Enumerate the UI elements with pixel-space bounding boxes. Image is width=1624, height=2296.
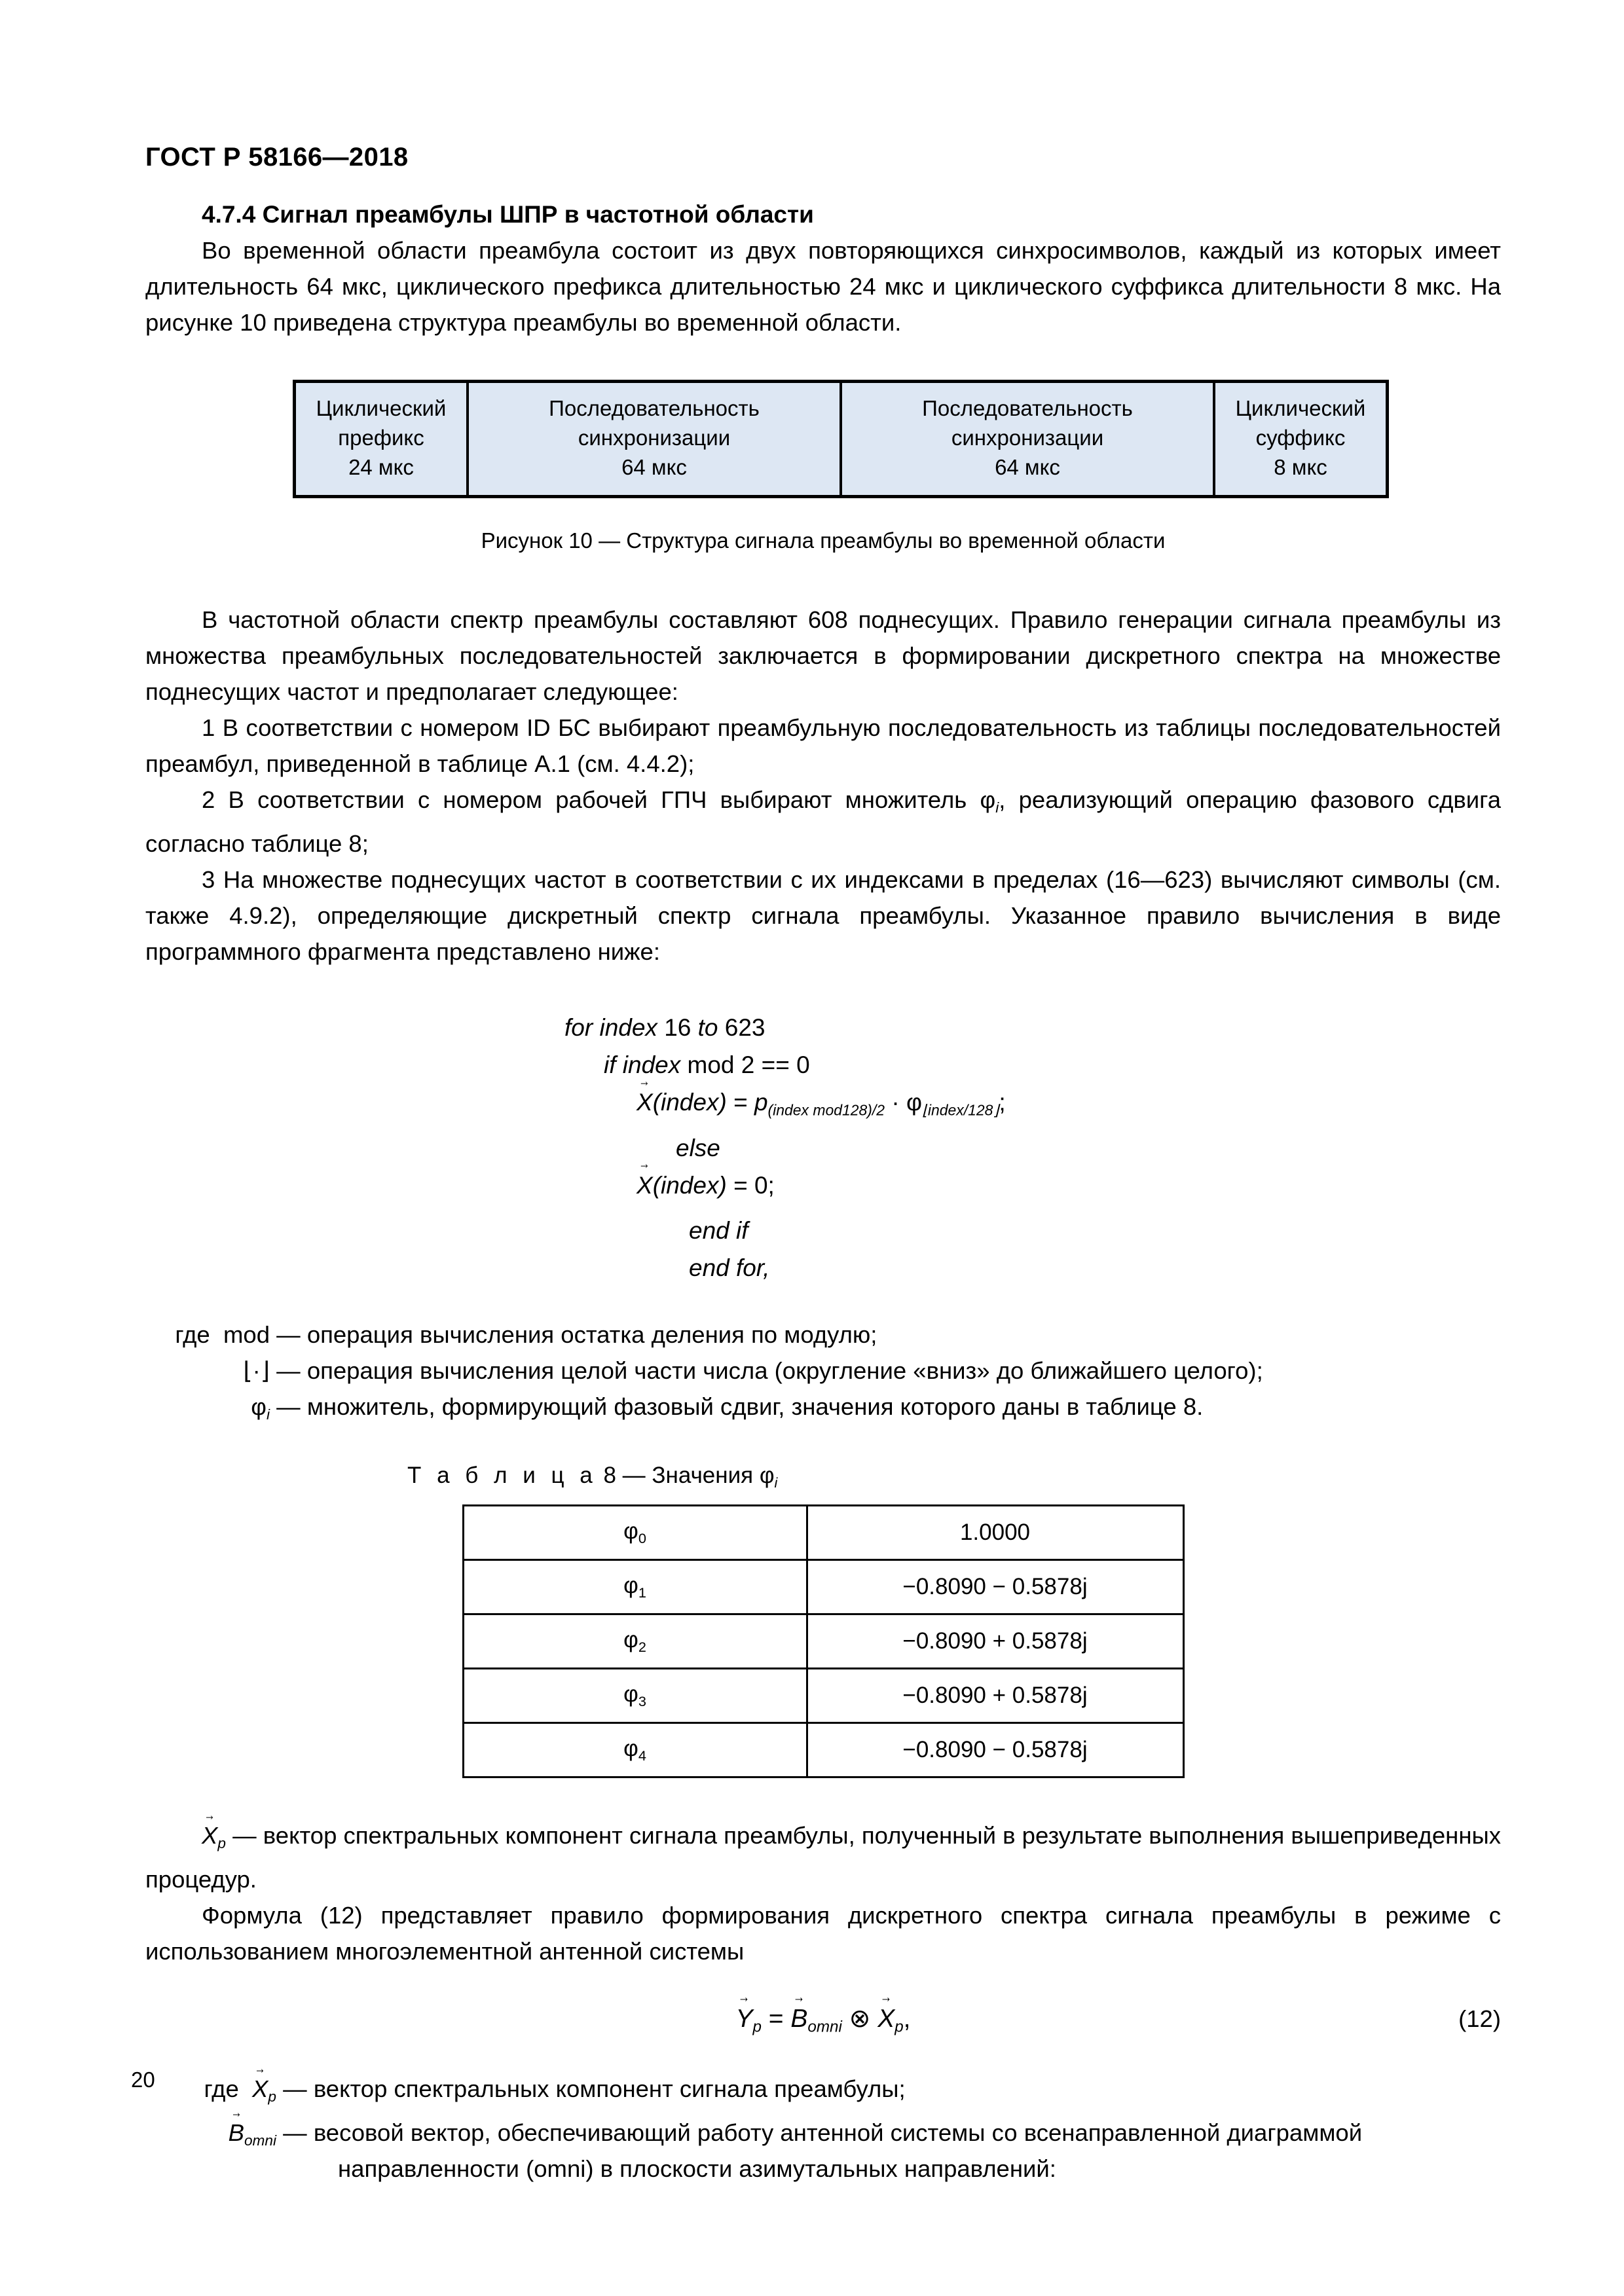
equals-sign: = [768, 2004, 784, 2033]
code-var-index: index [599, 1014, 657, 1042]
table-cell-key [463, 1559, 807, 1614]
code-range-start: 16 [664, 1014, 692, 1042]
table-row [463, 1722, 1183, 1777]
formula-intro-paragraph: Формула (12) представляет правило формирования дискретного спектра сигнала преамбулы в режиме с использованием многоэлементной антенной системы [145, 1901, 1501, 1965]
vector-x-symbol: X → [202, 1817, 217, 1853]
vector-x-symbol: X → [637, 1084, 653, 1121]
vector-x-subscript: p [268, 2088, 276, 2105]
table-8-caption [145, 1463, 1501, 1491]
phi-subscript: 2 [638, 1638, 646, 1655]
code-range-end: 623 [724, 1014, 766, 1042]
phi-symbol: φ [623, 1681, 638, 1707]
multiply-dot: · [891, 1089, 900, 1116]
keyword-end-if: end if [689, 1216, 748, 1244]
phi-subscript: i [266, 1406, 270, 1423]
keyword-if: if [604, 1051, 616, 1079]
table-row [463, 1505, 1183, 1559]
keyword-end-for: end for, [689, 1254, 770, 1281]
cell-line-2: синхронизации [578, 426, 731, 450]
code-line-end-for [564, 1249, 1501, 1286]
where-definition [276, 2071, 1501, 2107]
code-arg-index: (index) [652, 1089, 727, 1116]
code-zero-assignment: = 0; [733, 1171, 775, 1199]
freq-list-item-2 [145, 782, 1501, 862]
where-lead-word: где [204, 2075, 239, 2102]
em-dash: — [276, 1321, 301, 1348]
diagram-cell-sync-sequence-2 [841, 382, 1214, 497]
tensor-product-operator: ⊗ [849, 2004, 871, 2033]
code-line-else [564, 1129, 1501, 1167]
code-var-index: index [622, 1051, 681, 1079]
page-number: 20 [131, 2068, 155, 2092]
code-line-for [564, 1009, 1501, 1046]
where-text: операция вычисления целой части числа (округление «вниз» до ближайшего целого); [306, 1357, 1263, 1384]
pseudocode-block [145, 1009, 1501, 1286]
where-definition [276, 2115, 1501, 2187]
diagram-cell-cyclic-suffix [1214, 382, 1388, 497]
em-dash: — [283, 2075, 307, 2102]
phi-symbol: φ [980, 786, 996, 813]
where-text: вектор спектральных компонент сигнала преамбулы; [313, 2075, 906, 2102]
vector-x-subscript: p [217, 1834, 226, 1851]
section-intro-paragraph: Во временной области преамбула состоит из двух повторяющихся синхросимволов, каждый из которых имеет длительность 64 мкс, циклического префикса длительностью 24 мкс и циклического суффикса длительности 8 мкс. На рисунке 10 приведена структура преамбулы во временной области. [145, 237, 1501, 336]
table-cell-key [463, 1505, 807, 1559]
where-key-container [145, 1389, 270, 1432]
where-key-container [145, 2071, 276, 2115]
cell-line-1: Циклический [1235, 396, 1366, 420]
preamble-structure-diagram [293, 380, 1389, 498]
sequence-p-subscript: (index mod128)/2 [767, 1101, 885, 1119]
where-definition [270, 1389, 1501, 1425]
table-cell-key [463, 1668, 807, 1722]
where-key-floor: ⌊·⌋ [243, 1357, 270, 1384]
where-text-line-2: направленности (omni) в плоскости азимутальных направлений: [338, 2155, 1056, 2182]
code-line-assign-x [564, 1084, 1501, 1129]
sequence-p-symbol: p [754, 1089, 768, 1116]
em-dash: — [276, 1393, 301, 1420]
final-where-row-b [145, 2115, 1501, 2187]
page-content [145, 196, 1501, 2187]
vector-x-symbol: X → [877, 1999, 895, 2039]
phi-symbol: φ [251, 1393, 267, 1420]
table-row [463, 1559, 1183, 1614]
where-lead-word: где [175, 1321, 210, 1348]
item2-text-part-1: 2 В соответствии с номером рабочей ГПЧ выбирают множитель [202, 786, 980, 813]
code-line-end-if [564, 1212, 1501, 1249]
phi-symbol: φ [623, 1626, 638, 1652]
where-definition [270, 1353, 1501, 1389]
table-caption-text: Значения [652, 1462, 754, 1488]
where-definition [270, 1317, 1501, 1353]
table-8-phi-values [462, 1504, 1185, 1778]
cell-line-2: суффикс [1255, 426, 1346, 450]
table-caption-number: 8 [603, 1462, 616, 1488]
code-line-if [564, 1046, 1501, 1084]
vector-b-subscript: omni [807, 2018, 842, 2036]
table-caption-label: Т а б л и ц а [407, 1462, 597, 1488]
em-dash: — [622, 1462, 646, 1488]
where-row-floor [145, 1353, 1501, 1389]
table-row [295, 382, 1388, 497]
equation-12-number: (12) [1458, 2005, 1501, 2032]
vector-b-symbol: B → [790, 1999, 807, 2039]
table-row [463, 1614, 1183, 1668]
item2-text-part-2: , реализующий операцию фазового сдвига согласно таблице 8; [145, 786, 1501, 858]
cell-line-3: 24 мкс [348, 455, 414, 479]
where-row-mod [145, 1317, 1501, 1353]
keyword-else: else [676, 1134, 720, 1161]
vector-y-subscript: p [752, 2018, 762, 2036]
phi-subscript: i [774, 1474, 778, 1491]
phi-symbol: φ [759, 1462, 775, 1488]
freq-list-item-1: 1 В соответствии с номером ID БС выбирают преамбульную последовательность из таблицы последовательностей преамбул, приведенной в таблице А.1 (см. 4.4.2); [145, 714, 1501, 777]
semicolon: ; [999, 1089, 1006, 1116]
equation-12-row [145, 1999, 1501, 2047]
phi-subscript: 0 [638, 1529, 646, 1546]
vector-y-symbol: Y → [735, 1999, 752, 2039]
code-condition: mod 2 == 0 [687, 1051, 810, 1079]
table-cell-value: −0.8090 − 0.5878j [807, 1559, 1183, 1614]
table-cell-value: −0.8090 − 0.5878j [807, 1722, 1183, 1777]
phi-symbol: φ [623, 1735, 638, 1761]
figure-10 [293, 380, 1366, 498]
where-text-line-1: весовой вектор, обеспечивающий работу антенной системы со всенаправленной диаграммой [313, 2119, 1363, 2146]
vector-b-symbol: B → [229, 2115, 244, 2151]
phi-subscript: 4 [638, 1747, 646, 1764]
diagram-cell-sync-sequence-1 [468, 382, 841, 497]
trailing-comma: , [903, 2004, 911, 2033]
freq-list-item-3: 3 На множестве поднесущих частот в соответствии с их индексами в пределах (16—623) вычисляют символы (см. также 4.9.2), определяющие дискретный спектр сигнала преамбулы. Указанное правило вычисления в виде программного фрагмента представлено ниже: [145, 866, 1501, 966]
em-dash: — [232, 1821, 257, 1849]
section-heading: 4.7.4 Сигнал преамбулы ШПР в частотной области [202, 201, 814, 228]
cell-line-2: префикс [338, 426, 424, 450]
keyword-for: for [564, 1014, 593, 1042]
table-cell-key [463, 1722, 807, 1777]
em-dash: — [283, 2119, 307, 2146]
keyword-to: to [697, 1014, 718, 1042]
cell-line-1: Последовательность [922, 396, 1133, 420]
cell-line-3: 64 мкс [621, 455, 687, 479]
equation-12-expression [735, 2004, 911, 2036]
cell-line-2: синхронизации [951, 426, 1104, 450]
xp-definition-line-2: вышеприведенных процедур. [145, 1821, 1501, 1893]
frequency-domain-paragraph: В частотной области спектр преамбулы составляют 608 поднесущих. Правило генерации сигнала преамбулы из множества преамбульных последовательностей заключается в формировании дискретного спектра на множестве поднесущих частот и предполагает следующее: [145, 606, 1501, 705]
table-cell-value: 1.0000 [807, 1505, 1183, 1559]
where-key-mod: mod [223, 1321, 270, 1348]
running-header-standard-id: ГОСТ Р 58166—2018 [145, 143, 409, 172]
code-line-assign-zero [564, 1167, 1501, 1204]
phi-symbol: φ [623, 1572, 638, 1598]
vector-b-subscript: omni [244, 2132, 276, 2149]
em-dash: — [276, 1357, 301, 1384]
where-text: множитель, формирующий фазовый сдвиг, значения которого даны в таблице 8. [306, 1393, 1204, 1420]
phi-symbol: φ [906, 1089, 922, 1116]
final-where-row-x [145, 2071, 1501, 2115]
vector-x-symbol: X → [252, 2071, 268, 2107]
cell-line-1: Последовательность [549, 396, 760, 420]
xp-definition-paragraph [145, 1817, 1501, 1897]
phi-symbol: φ [623, 1518, 638, 1544]
table-cell-value: −0.8090 + 0.5878j [807, 1614, 1183, 1668]
table-cell-value: −0.8090 + 0.5878j [807, 1668, 1183, 1722]
where-text: операция вычисления остатка деления по модулю; [306, 1321, 877, 1348]
figure-10-caption: Рисунок 10 — Структура сигнала преамбулы во временной области [481, 528, 1166, 553]
cell-line-1: Циклический [316, 396, 447, 420]
cell-line-3: 64 мкс [995, 455, 1060, 479]
phi-subscript: 1 [638, 1584, 646, 1601]
vector-x-symbol: X → [637, 1167, 653, 1204]
table-row [463, 1668, 1183, 1722]
phi-subscript-floor: ⌊index/128⌋ [921, 1101, 999, 1119]
where-key-container [145, 1353, 270, 1389]
where-definitions-list [145, 1317, 1501, 1432]
table-cell-key [463, 1614, 807, 1668]
where-key-container [145, 1317, 270, 1353]
final-where-definitions [145, 2071, 1501, 2187]
cell-line-3: 8 мкс [1274, 455, 1327, 479]
vector-x-subscript: p [895, 2018, 904, 2036]
equals-sign: = [733, 1089, 754, 1116]
diagram-cell-cyclic-prefix [295, 382, 468, 497]
phi-subscript: 3 [638, 1692, 646, 1709]
where-key-container [145, 2115, 276, 2159]
where-row-phi [145, 1389, 1501, 1432]
phi-subscript: i [995, 799, 999, 816]
xp-definition-line-1: вектор спектральных компонент сигнала преамбулы, полученный в результате выполнения [263, 1821, 1285, 1849]
code-arg-index: (index) [652, 1171, 727, 1199]
